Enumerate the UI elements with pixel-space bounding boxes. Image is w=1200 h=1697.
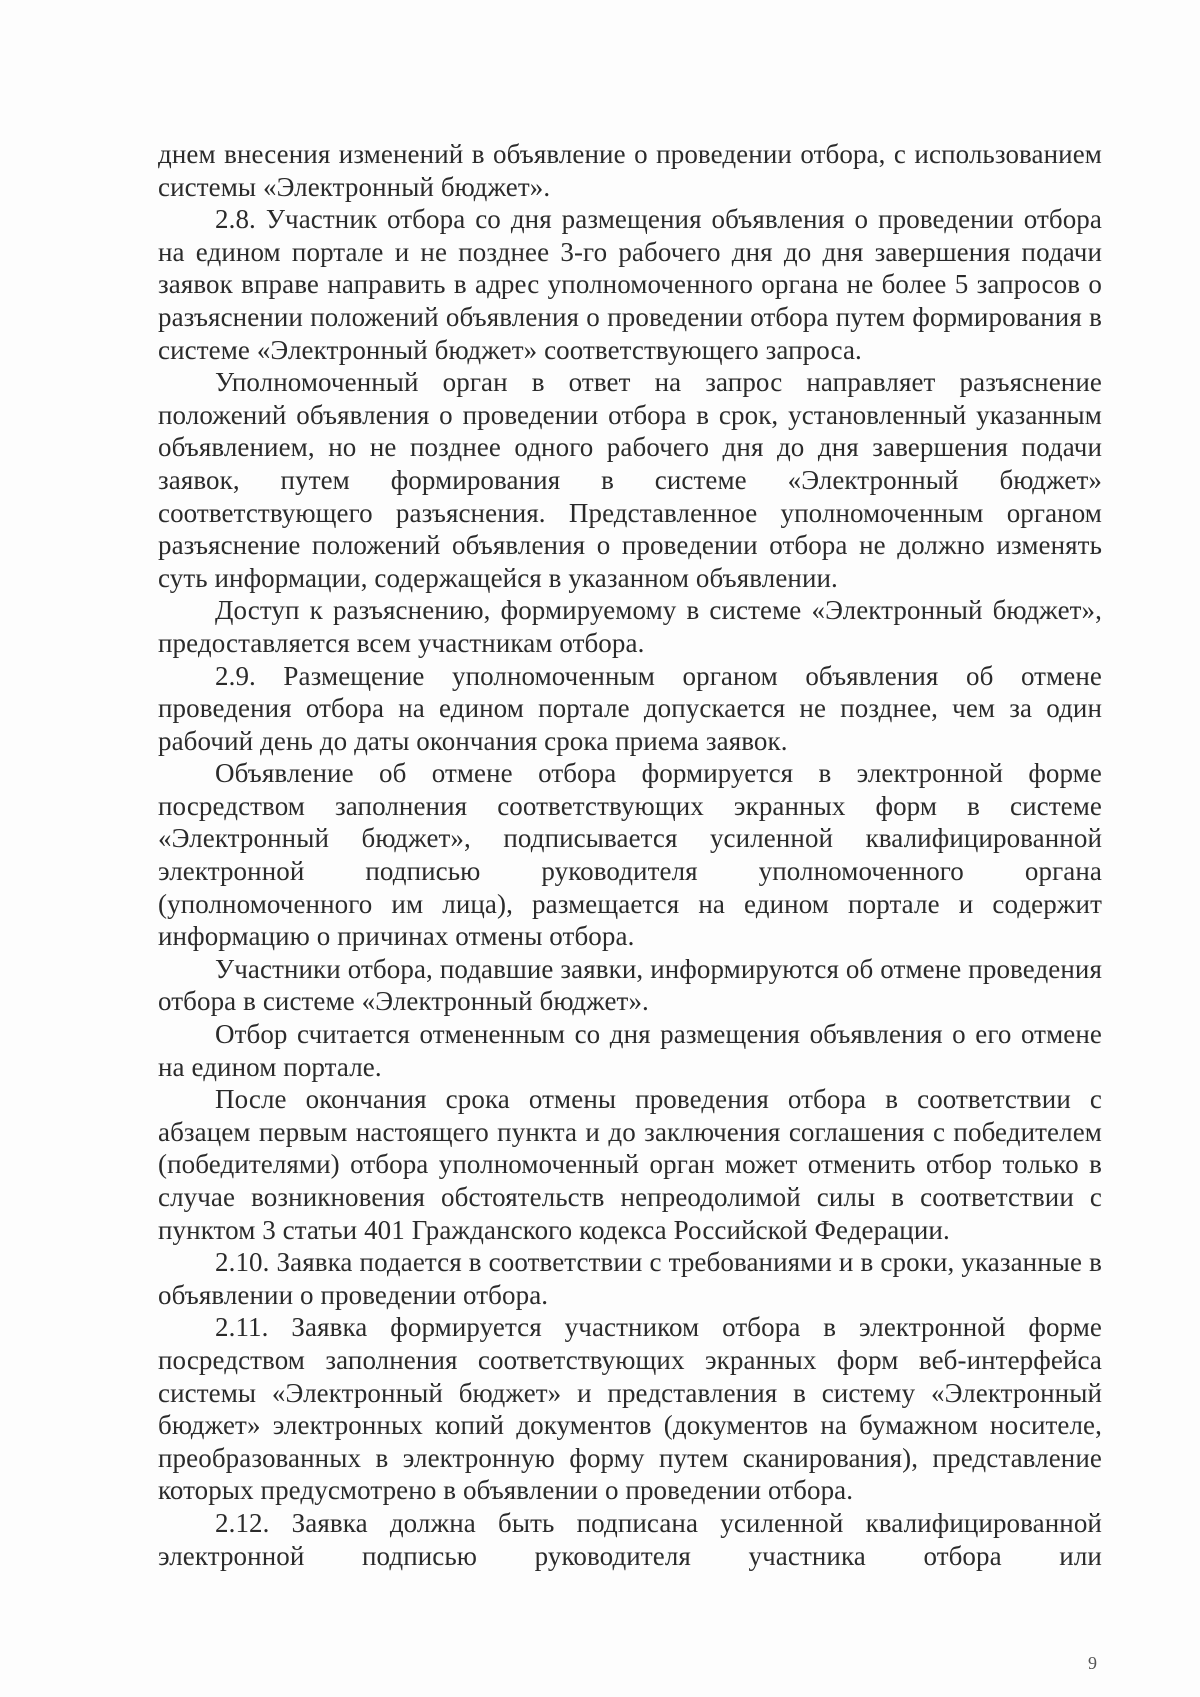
page-number: 9 — [1088, 1653, 1097, 1673]
paragraph-force-majeure: После окончания срока отмены проведения отбора в соответствии с абзацем первым настоящего пункта и до заключения соглашения с победителем (победителями) отбора уполномоченный орган может отменить отбор только в случае возникновения обстоятельств непреодолимой силы в соответствии с пунктом 3 статьи 401 Гражданского кодекса Российской Федерации. — [158, 1084, 1102, 1245]
document-body — [158, 138, 1102, 1572]
paragraph-participants-informed: Участники отбора, подавшие заявки, информируются об отмене проведения отбора в системе «Электронный бюджет». — [158, 953, 1102, 1017]
paragraph-2-12: 2.12. Заявка должна быть подписана усиленной квалифицированной электронной подписью руководителя участника отбора или — [158, 1507, 1102, 1571]
paragraph-continuation: днем внесения изменений в объявление о проведении отбора, с использованием системы «Электронный бюджет». — [158, 139, 1102, 202]
paragraph-2-10: 2.10. Заявка подается в соответствии с требованиями и в сроки, указанные в объявлении о проведении отбора. — [158, 1247, 1102, 1310]
paragraph-authority-response: Уполномоченный орган в ответ на запрос направляет разъяснение положений объявления о проведении отбора в срок, установленный указанным объявлением, но не позднее одного рабочего дня до дня завершения подачи заявок, путем формирования в системе «Электронный бюджет» соответствующего разъяснения. Представленное уполномоченным органом разъяснение положений объявления о проведении отбора не должно изменять суть информации, содержащейся в указанном объявлении. — [158, 367, 1102, 593]
paragraph-cancellation-notice: Объявление об отмене отбора формируется в электронной форме посредством заполнения соответствующих экранных форм в системе «Электронный бюджет», подписывается усиленной квалифицированной электронной подписью руководителя уполномоченного органа (уполномоченного им лица), размещается на едином портале и содержит информацию о причинах отмены отбора. — [158, 758, 1102, 952]
paragraph-access-clarification: Доступ к разъяснению, формируемому в системе «Электронный бюджет», предоставляется всем участникам отбора. — [158, 595, 1102, 658]
paragraph-2-8: 2.8. Участник отбора со дня размещения объявления о проведении отбора на едином портале и не позднее 3-го рабочего дня до дня завершения подачи заявок вправе направить в адрес уполномоченного органа не более 5 запросов о разъяснении положений объявления о проведении отбора путем формирования в системе «Электронный бюджет» соответствующего запроса. — [158, 204, 1102, 365]
paragraph-cancelled-date: Отбор считается отмененным со дня размещения объявления о его отмене на едином портале. — [158, 1019, 1102, 1082]
paragraph-2-11: 2.11. Заявка формируется участником отбора в электронной форме посредством заполнения соответствующих экранных форм веб-интерфейса системы «Электронный бюджет» и представления в систему «Электронный бюджет» электронных копий документов (документов на бумажном носителе, преобразованных в электронную форму путем сканирования), представление которых предусмотрено в объявлении о проведении отбора. — [158, 1312, 1102, 1506]
paragraph-2-9: 2.9. Размещение уполномоченным органом объявления об отмене проведения отбора на едином портале допускается не позднее, чем за один рабочий день до даты окончания срока приема заявок. — [158, 660, 1102, 756]
